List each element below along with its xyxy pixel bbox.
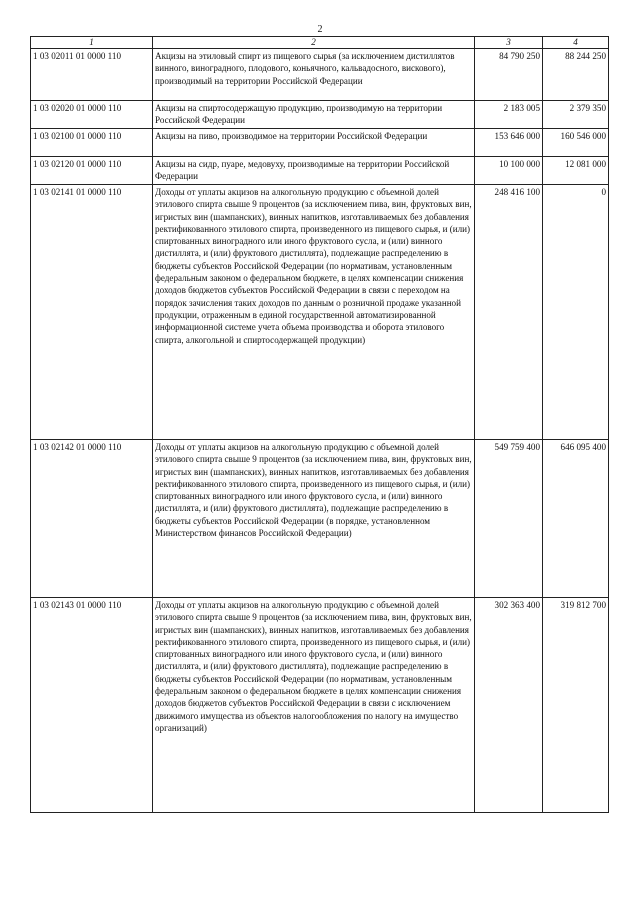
- budget-code: 1 03 02142 01 0000 110: [31, 440, 153, 598]
- revenue-description: Акцизы на спиртосодержащую продукцию, производимую на территории Российской Федерации: [153, 101, 475, 129]
- table-row: [31, 49, 609, 101]
- revenue-description: Доходы от уплаты акцизов на алкогольную продукцию с объемной долей этилового спирта свыше 9 процентов (за исключением пива, вин, фруктовых вин, игристых вин (шампанских), винных напитков, изготавливаемых без добавления ректификованного этилового спирта, произведенного из пищевого сырья, и (или) спиртованных виноградного или иного фруктового сусла, и (или) винного дистиллята, и (или) фруктового дистиллята), подлежащие распределению в бюджеты субъектов Российской Федерации (в порядке, установленном Министерством финансов Российской Федерации): [153, 440, 475, 598]
- amount-column-4: 12 081 000: [543, 157, 609, 185]
- amount-column-4: 160 546 000: [543, 129, 609, 157]
- column-header-1: 1: [31, 37, 153, 49]
- revenue-description: Доходы от уплаты акцизов на алкогольную продукцию с объемной долей этилового спирта свыше 9 процентов (за исключением пива, вин, фруктовых вин, игристых вин (шампанских), винных напитков, изготавливаемых без добавления ректификованного этилового спирта, произведенного из пищевого сырья, и (или) спиртованных виноградного или иного фруктового сусла, и (или) винного дистиллята, и (или) фруктового дистиллята), подлежащие распределению в бюджеты субъектов Российской Федерации (по нормативам, установленным федеральным законом о федеральном бюджете в целях компенсации снижения доходов бюджетов субъектов Российской Федерации в связи с исключением движимого имущества из объектов налогообложения по налогу на имущество организаций): [153, 598, 475, 813]
- table-row: [31, 129, 609, 157]
- table-row: [31, 185, 609, 440]
- table-row: [31, 101, 609, 129]
- column-header-3: 3: [475, 37, 543, 49]
- table-header-row: [31, 37, 609, 49]
- column-header-2: 2: [153, 37, 475, 49]
- budget-code: 1 03 02100 01 0000 110: [31, 129, 153, 157]
- table-row: [31, 440, 609, 598]
- amount-column-4: 0: [543, 185, 609, 440]
- budget-code: 1 03 02141 01 0000 110: [31, 185, 153, 440]
- column-header-4: 4: [543, 37, 609, 49]
- budget-code: 1 03 02020 01 0000 110: [31, 101, 153, 129]
- revenue-description: Акцизы на сидр, пуаре, медовуху, производимые на территории Российской Федерации: [153, 157, 475, 185]
- amount-column-3: 153 646 000: [475, 129, 543, 157]
- revenue-description: Акцизы на этиловый спирт из пищевого сырья (за исключением дистиллятов винного, виноградного, плодового, коньячного, кальвадосного, вискового), производимый на территории Российской Федерации: [153, 49, 475, 101]
- amount-column-3: 10 100 000: [475, 157, 543, 185]
- budget-code: 1 03 02120 01 0000 110: [31, 157, 153, 185]
- revenue-description: Акцизы на пиво, производимое на территории Российской Федерации: [153, 129, 475, 157]
- budget-code: 1 03 02143 01 0000 110: [31, 598, 153, 813]
- amount-column-4: 88 244 250: [543, 49, 609, 101]
- amount-column-3: 2 183 005: [475, 101, 543, 129]
- amount-column-4: 646 095 400: [543, 440, 609, 598]
- table-row: [31, 598, 609, 813]
- page-number: 2: [317, 24, 323, 35]
- budget-code: 1 03 02011 01 0000 110: [31, 49, 153, 101]
- amount-column-3: 302 363 400: [475, 598, 543, 813]
- table-row: [31, 157, 609, 185]
- revenue-description: Доходы от уплаты акцизов на алкогольную продукцию с объемной долей этилового спирта свыше 9 процентов (за исключением пива, вин, фруктовых вин, игристых вин (шампанских), винных напитков, изготавливаемых без добавления ректификованного этилового спирта, произведенного из пищевого сырья, и (или) спиртованных виноградного или иного фруктового сусла, и (или) винного дистиллята, и (или) фруктового дистиллята), подлежащие распределению в бюджеты субъектов Российской Федерации (по нормативам, установленным федеральным законом о федеральном бюджете, в целях компенсации снижения доходов бюджетов субъектов Российской Федерации в связи с переходом на порядок зачисления таких доходов по данным о розничной продаже указанной продукции, отраженным в единой государственной автоматизированной информационной системе учета объема производства и оборота этилового спирта, алкогольной и спиртосодержащей продукции): [153, 185, 475, 440]
- revenue-table: [30, 36, 609, 813]
- amount-column-3: 84 790 250: [475, 49, 543, 101]
- amount-column-4: 319 812 700: [543, 598, 609, 813]
- amount-column-3: 549 759 400: [475, 440, 543, 598]
- amount-column-4: 2 379 350: [543, 101, 609, 129]
- amount-column-3: 248 416 100: [475, 185, 543, 440]
